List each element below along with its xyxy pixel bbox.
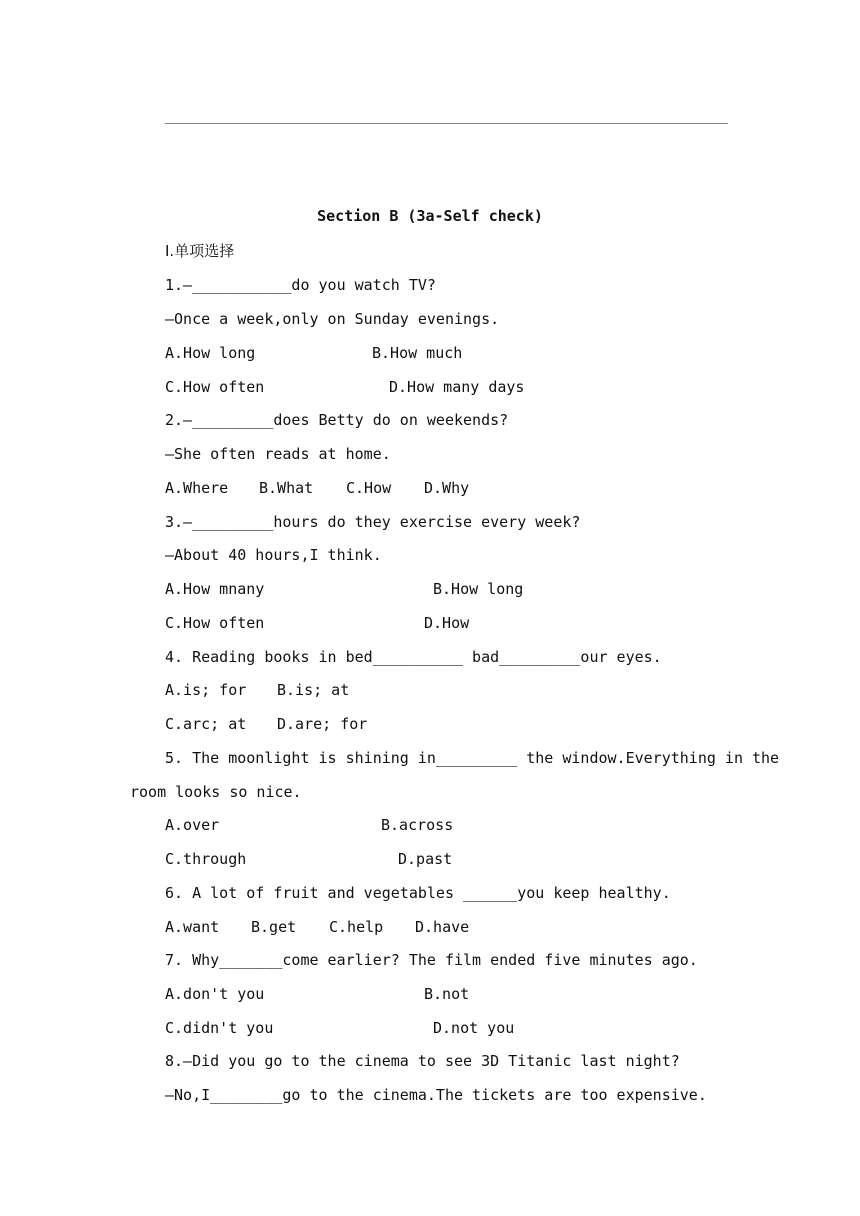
question-7-option-b: B.not: [424, 985, 470, 1003]
question-8-stem: 8.—Did you go to the cinema to see 3D Titanic last night?: [165, 1052, 680, 1070]
question-7-option-c: C.didn't you: [165, 1019, 274, 1037]
question-5-option-c: C.through: [165, 850, 247, 868]
question-1-option-c: C.How often: [165, 378, 265, 396]
question-3-answer: —About 40 hours,I think.: [165, 546, 382, 564]
question-8-answer: —No,I________go to the cinema.The tickets are too expensive.: [165, 1086, 707, 1104]
question-3-option-d: D.How: [424, 614, 470, 632]
question-4-option-a: A.is; for: [165, 681, 247, 699]
section-heading: Ⅰ.单项选择: [165, 242, 235, 260]
question-6-option-c: C.help: [329, 918, 384, 936]
question-1-answer: —Once a week,only on Sunday evenings.: [165, 310, 500, 328]
question-5-stem-line-2: room looks so nice.: [130, 783, 302, 801]
question-1-option-d: D.How many days: [389, 378, 525, 396]
question-1-option-b: B.How much: [372, 344, 463, 362]
question-5-option-b: B.across: [381, 816, 454, 834]
question-4-stem: 4. Reading books in bed__________ bad_________our eyes.: [165, 648, 662, 666]
question-3-option-a: A.How mnany: [165, 580, 265, 598]
question-2-stem: 2.—_________does Betty do on weekends?: [165, 411, 509, 429]
question-7-option-a: A.don't you: [165, 985, 265, 1003]
question-2-option-a: A.Where: [165, 479, 229, 497]
question-3-option-b: B.How long: [433, 580, 524, 598]
question-3-stem: 3.—_________hours do they exercise every week?: [165, 513, 581, 531]
question-6-option-d: D.have: [415, 918, 470, 936]
question-6-option-b: B.get: [251, 918, 297, 936]
question-2-answer: —She often reads at home.: [165, 445, 391, 463]
question-2-option-d: D.Why: [424, 479, 470, 497]
question-1-option-a: A.How long: [165, 344, 256, 362]
question-7-option-d: D.not you: [433, 1019, 515, 1037]
question-3-option-c: C.How often: [165, 614, 265, 632]
question-4-option-c: C.arc; at: [165, 715, 247, 733]
question-2-option-b: B.What: [259, 479, 314, 497]
header-rule: [165, 123, 728, 124]
question-4-option-b: B.is; at: [277, 681, 350, 699]
question-4-option-d: D.are; for: [277, 715, 368, 733]
question-7-stem: 7. Why_______come earlier? The film ended five minutes ago.: [165, 951, 698, 969]
question-6-option-a: A.want: [165, 918, 220, 936]
question-5-option-a: A.over: [165, 816, 220, 834]
question-6-stem: 6. A lot of fruit and vegetables ______you keep healthy.: [165, 884, 671, 902]
document-title: Section B (3a-Self check): [317, 207, 543, 225]
question-2-option-c: C.How: [346, 479, 392, 497]
question-5-stem-line-1: 5. The moonlight is shining in_________ the window.Everything in the: [165, 749, 780, 767]
question-5-option-d: D.past: [398, 850, 453, 868]
question-1-stem: 1.—___________do you watch TV?: [165, 276, 436, 294]
